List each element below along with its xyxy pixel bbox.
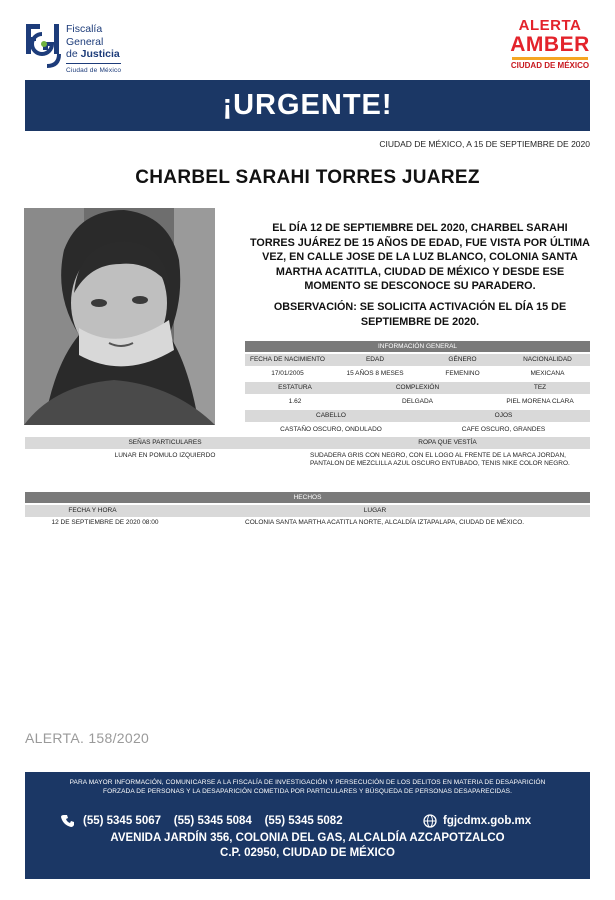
urgent-banner: ¡URGENTE!	[25, 80, 590, 131]
footer-address	[25, 831, 590, 861]
org-line-3-prefix: de	[66, 48, 81, 60]
org-line-3-bold: Justicia	[80, 48, 120, 60]
label-hair: CABELLO	[316, 412, 346, 419]
address-line-2: C.P. 02950, CIUDAD DE MÉXICO	[220, 847, 395, 859]
org-line-3	[66, 48, 121, 61]
value-marks: LUNAR EN POMULO IZQUIERDO	[114, 452, 216, 459]
value-nationality: MEXICANA	[530, 370, 565, 377]
phone-icon	[61, 814, 75, 828]
label-build: COMPLEXIÓN	[395, 384, 440, 391]
label-datetime: FECHA Y HORA	[68, 507, 117, 514]
phone-3[interactable]: (55) 5345 5082	[264, 815, 343, 827]
page-footer	[25, 772, 590, 879]
label-marks: SEÑAS PARTICULARES	[128, 439, 202, 446]
amber-word-alerta: ALERTA	[518, 17, 582, 34]
label-nationality: NACIONALIDAD	[523, 356, 572, 363]
person-name: CHARBEL SARAHI TORRES JUAREZ	[135, 167, 480, 188]
info-general-header: INFORMACIÓN GENERAL	[245, 341, 590, 352]
value-clothing-line2: PANTALON DE MEZCLILLA AZUL OSCURO ENTUBADO, TENIS NIKE COLOR NEGRO.	[310, 460, 570, 467]
label-height: ESTATURA	[278, 384, 312, 391]
page-header	[0, 0, 615, 80]
value-hair: CASTAÑO OSCURO, ONDULADO	[280, 426, 382, 433]
org-line-1: Fiscalía	[66, 23, 103, 35]
label-skin: TEZ	[533, 384, 547, 391]
fgj-logo-icon	[24, 22, 62, 70]
person-photo-image	[24, 208, 215, 425]
label-age: EDAD	[365, 356, 385, 363]
value-clothing-line1: SUDADERA GRIS CON NEGRO, CON EL LOGO AL FRENTE DE LA MARCA JORDAN,	[310, 452, 566, 459]
phone-2[interactable]: (55) 5345 5084	[173, 815, 252, 827]
org-city: Ciudad de México	[66, 63, 121, 78]
hechos-header: HECHOS	[25, 492, 590, 503]
value-datetime: 12 DE SEPTIEMBRE DE 2020 08:00	[51, 519, 159, 526]
address-line-1: AVENIDA JARDÍN 356, COLONIA DEL GAS, ALCALDÍA AZCAPOTZALCO	[110, 832, 505, 844]
label-gender: GÉNERO	[448, 356, 477, 363]
value-eyes: CAFE OSCURO, GRANDES	[461, 426, 546, 433]
label-clothing: ROPA QUE VESTÍA	[418, 439, 477, 446]
label-place: LUGAR	[363, 507, 387, 514]
amber-city: CIUDAD DE MÉXICO	[510, 61, 590, 70]
observation-text: OBSERVACIÓN: SE SOLICITA ACTIVACIÓN EL DÍA 15 DE SEPTIEMBRE DE 2020.	[273, 301, 567, 328]
value-build: DELGADA	[401, 398, 434, 405]
value-place: COLONIA SANTA MARTHA ACATITLA NORTE, ALCALDÍA IZTAPALAPA, CIUDAD DE MÉXICO.	[245, 519, 525, 526]
value-skin: PIEL MORENA CLARA	[506, 398, 574, 405]
date-line: CIUDAD DE MÉXICO, A 15 DE SEPTIEMBRE DE 2020	[379, 139, 590, 149]
value-birthdate: 17/01/2005	[271, 370, 304, 377]
footer-info	[35, 778, 580, 796]
person-description: EL DÍA 12 DE SEPTIEMBRE DEL 2020, CHARBEL SARAHI TORRES JUÁREZ DE 15 AÑOS DE EDAD, FUE VISTA POR ÚLTIMA VEZ, EN CALLE JOSE DE LA LUZ BLANCO, COLONIA SANTA MARTHA ACATITLA, CIUDAD DE MÉXICO Y DESDE ESE MOMENTO SE DESCONOCE SU PARADERO.	[250, 222, 590, 292]
label-eyes: OJOS	[494, 412, 513, 419]
label-birthdate: FECHA DE NACIMIENTO	[249, 356, 325, 363]
footer-phones	[83, 815, 343, 827]
person-photo	[24, 208, 215, 425]
value-height: 1.62	[288, 398, 302, 405]
amber-word-amber: AMBER	[510, 33, 590, 56]
alert-number: ALERTA. 158/2020	[25, 730, 150, 746]
fgj-org-name	[66, 23, 121, 77]
phone-1[interactable]: (55) 5345 5067	[83, 815, 162, 827]
footer-info-line-2: FORZADA DE PERSONAS Y LA DESAPARICIÓN COMETIDA POR PARTICULARES Y BÚSQUEDA DE PERSONAS DESAPARECIDAS.	[103, 788, 512, 795]
value-age: 15 AÑOS 8 MESES	[346, 370, 404, 377]
value-gender: FEMENINO	[445, 370, 480, 377]
globe-icon	[423, 814, 437, 828]
footer-info-line-1: PARA MAYOR INFORMACIÓN, COMUNICARSE A LA FISCALÍA DE INVESTIGACIÓN Y PERSECUCIÓN DE LOS DELITOS EN MATERIA DE DESAPARICIÓN	[69, 779, 546, 786]
amber-alert-logo	[508, 18, 592, 76]
org-line-2: General	[66, 35, 104, 48]
amber-divider	[512, 57, 588, 60]
footer-website[interactable]: fgjcdmx.gob.mx	[443, 815, 532, 827]
